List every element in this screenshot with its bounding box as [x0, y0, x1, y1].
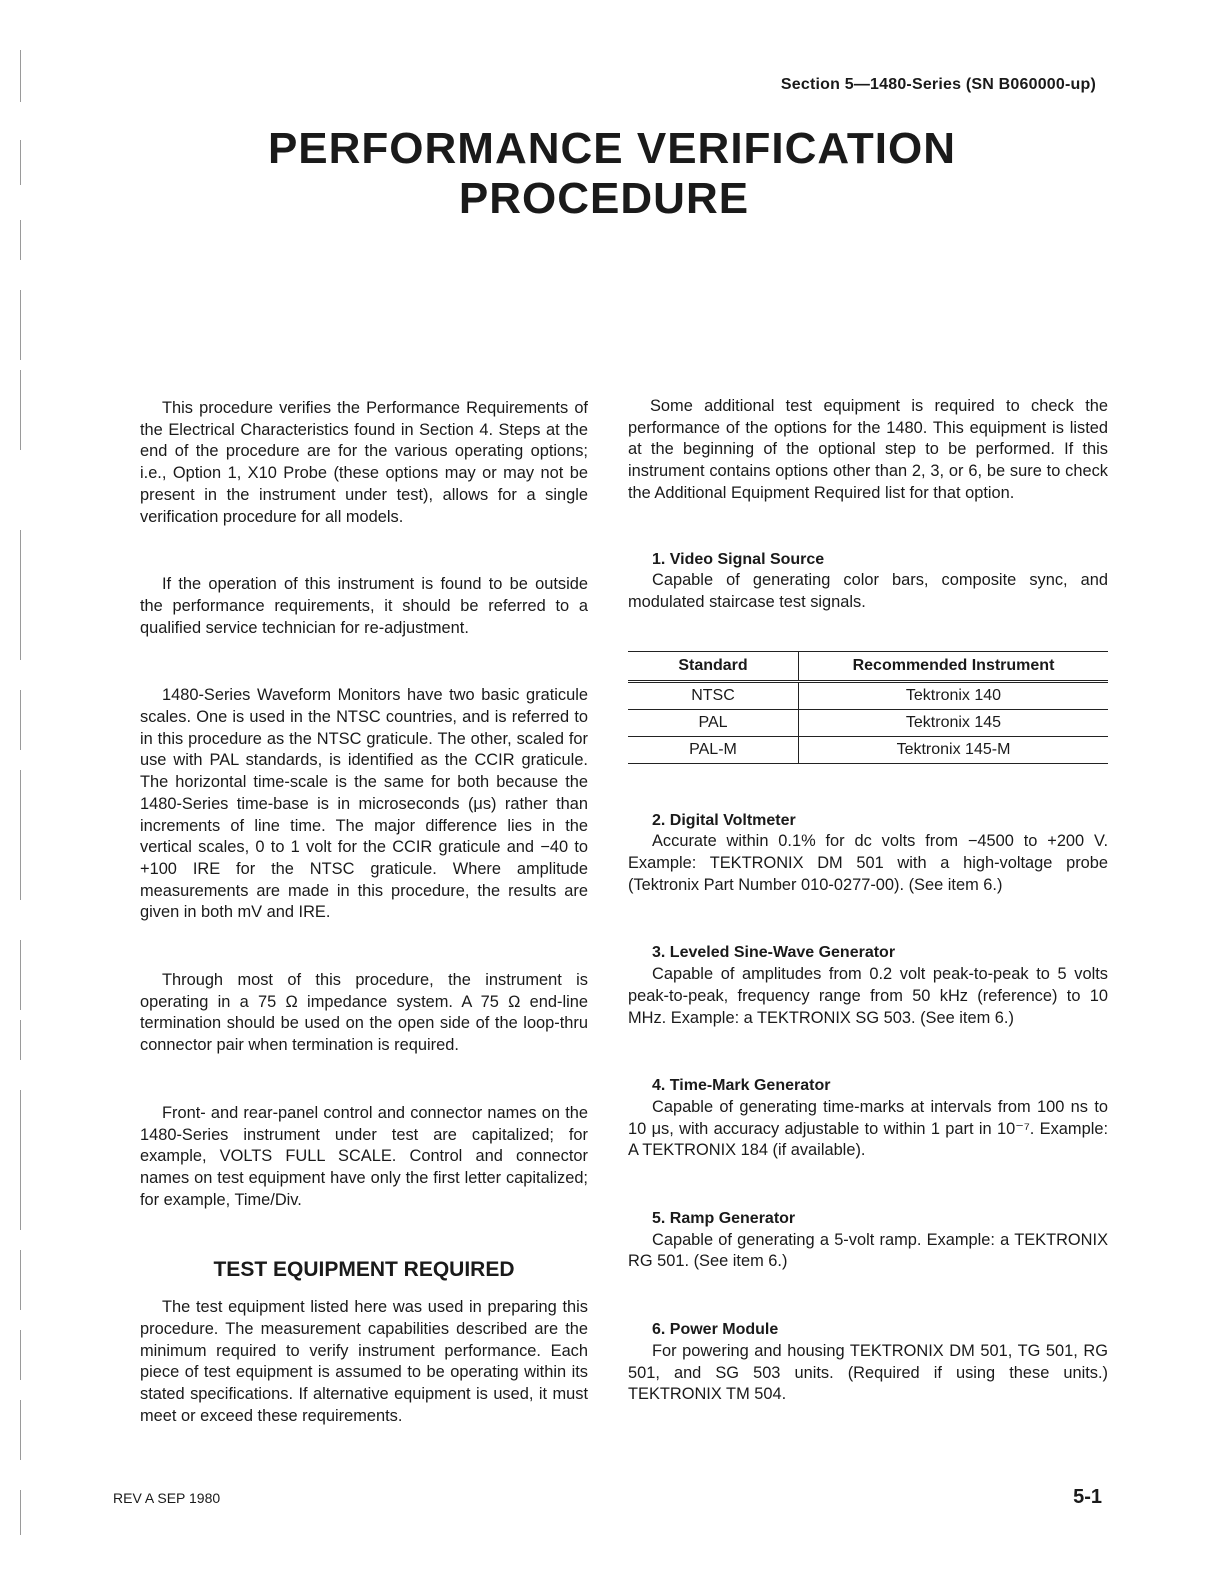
equipment-item-ramp-generator — [628, 1208, 1108, 1273]
item-body: Capable of amplitudes from 0.2 volt peak-to-peak to 5 volts peak-to-peak, frequency range from 50 kHz (reference) to 10 MHz. Example: a TEKTRONIX SG 503. (See item 6.) — [628, 965, 1108, 1027]
table-row — [628, 709, 1108, 736]
paragraph-additional-equipment: Some additional test equipment is required to check the performance of the options for the 1480. This equipment is listed at the beginning of the optional step to be performed. If this instrument contains options other than 2, 3, or 6, be sure to check the Additional Equipment Required list for that option. — [628, 397, 1108, 502]
item-title: 6. Power Module — [652, 1321, 779, 1339]
table-cell-instrument: Tektronix 145 — [799, 709, 1109, 736]
paragraph-test-equipment: The test equipment listed here was used in preparing this procedure. The measurement capabilities described are the minimum required to verify instrument performance. Each piece of test equipment is assumed to be operating within its stated specifications. If alternative equipment is used, it must meet or exceed these requirements. — [140, 1298, 588, 1425]
table-cell-standard: PAL — [628, 709, 799, 736]
item-title: 1. Video Signal Source — [652, 550, 825, 568]
recommended-instrument-table — [628, 651, 1108, 764]
page-title-line1: PERFORMANCE VERIFICATION — [267, 124, 957, 173]
table-header-instrument: Recommended Instrument — [799, 651, 1109, 681]
table-row — [628, 736, 1108, 763]
table-cell-standard: PAL-M — [628, 736, 799, 763]
table-header-standard: Standard — [628, 651, 799, 681]
item-title: 2. Digital Voltmeter — [652, 811, 796, 829]
test-equipment-heading: TEST EQUIPMENT REQUIRED — [213, 1258, 515, 1282]
item-body: Accurate within 0.1% for dc volts from −4500 to +200 V. Example: TEKTRONIX DM 501 with a high-voltage probe (Tektronix Part Number 010-0277-00). (See item 6.) — [628, 832, 1108, 894]
left-column — [140, 398, 588, 1427]
table-cell-instrument: Tektronix 145-M — [799, 736, 1109, 763]
item-title: 3. Leveled Sine-Wave Generator — [652, 944, 896, 962]
item-title: 4. Time-Mark Generator — [652, 1077, 831, 1095]
revision-date: REV A SEP 1980 — [113, 1490, 221, 1506]
table-row — [628, 681, 1108, 709]
page-title-line2: PROCEDURE — [458, 174, 750, 223]
equipment-item-time-mark-generator — [628, 1075, 1108, 1162]
item-body: For powering and housing TEKTRONIX DM 501, TG 501, RG 501, and SG 503 units. (Required if using these units.) TEKTRONIX TM 504. — [628, 1341, 1108, 1404]
equipment-item-power-module — [628, 1319, 1108, 1406]
paragraph-graticule: 1480-Series Waveform Monitors have two basic graticule scales. One is used in the NTSC countries, and is referred to in this procedure as the NTSC graticule. The other, scaled for use with PAL standards, is identified as the CCIR graticule. The horizontal time-scale is the same for both because the 1480-Series time-base is in microseconds (μs) rather than increments of line time. The major difference lies in the vertical scales, 0 to 1 volt for the CCIR graticule and −40 to +100 IRE for the NTSC graticule. Where amplitude measurements are made in this procedure, the results are given in both mV and IRE. — [140, 686, 588, 922]
page-title — [0, 124, 1224, 224]
page-number: 5-1 — [1073, 1486, 1102, 1508]
item-body: Capable of generating a 5-volt ramp. Example: a TEKTRONIX RG 501. (See item 6.) — [628, 1230, 1108, 1271]
section-header: Section 5—1480-Series (SN B060000-up) — [780, 76, 1096, 93]
item-title: 5. Ramp Generator — [652, 1210, 796, 1228]
equipment-item-video-signal-source — [628, 549, 1108, 614]
paragraph-impedance: Through most of this procedure, the instrument is operating in a 75 Ω impedance system. A 75 Ω end-line termination should be used on the open side of the loop-thru connector pair when termination is required. — [140, 971, 588, 1055]
table-cell-instrument: Tektronix 140 — [799, 681, 1109, 709]
paragraph-out-of-spec: If the operation of this instrument is found to be outside the performance requirements, it should be referred to a qualified service technician for re-adjustment. — [140, 575, 588, 637]
equipment-item-sine-wave-generator — [628, 942, 1108, 1029]
table-cell-standard: NTSC — [628, 681, 799, 709]
paragraph-naming-convention: Front- and rear-panel control and connector names on the 1480-Series instrument under test are capitalized; for example, VOLTS FULL SCALE. Control and connector names on test equipment have only the first letter capitalized; for example, Time/Div. — [140, 1103, 588, 1209]
item-body: Capable of generating time-marks at intervals from 100 ns to 10 μs, with accuracy adjustable to within 1 part in 10⁻⁷. Example: A TEKTRONIX 184 (if available). — [628, 1097, 1108, 1160]
paragraph-intro: This procedure verifies the Performance Requirements of the Electrical Characteristics found in Section 4. Steps at the end of the procedure are for the various operating options; i.e., Option 1, X10 Probe (these options may or may not be present in the instrument under test), allows for a single verification procedure for all models. — [140, 399, 588, 526]
binding-margin-marks — [20, 40, 24, 1540]
equipment-item-digital-voltmeter — [628, 810, 1108, 897]
right-column — [628, 396, 1108, 1406]
item-body: Capable of generating color bars, composite sync, and modulated staircase test signals. — [628, 571, 1108, 611]
table-header-row — [628, 651, 1108, 681]
